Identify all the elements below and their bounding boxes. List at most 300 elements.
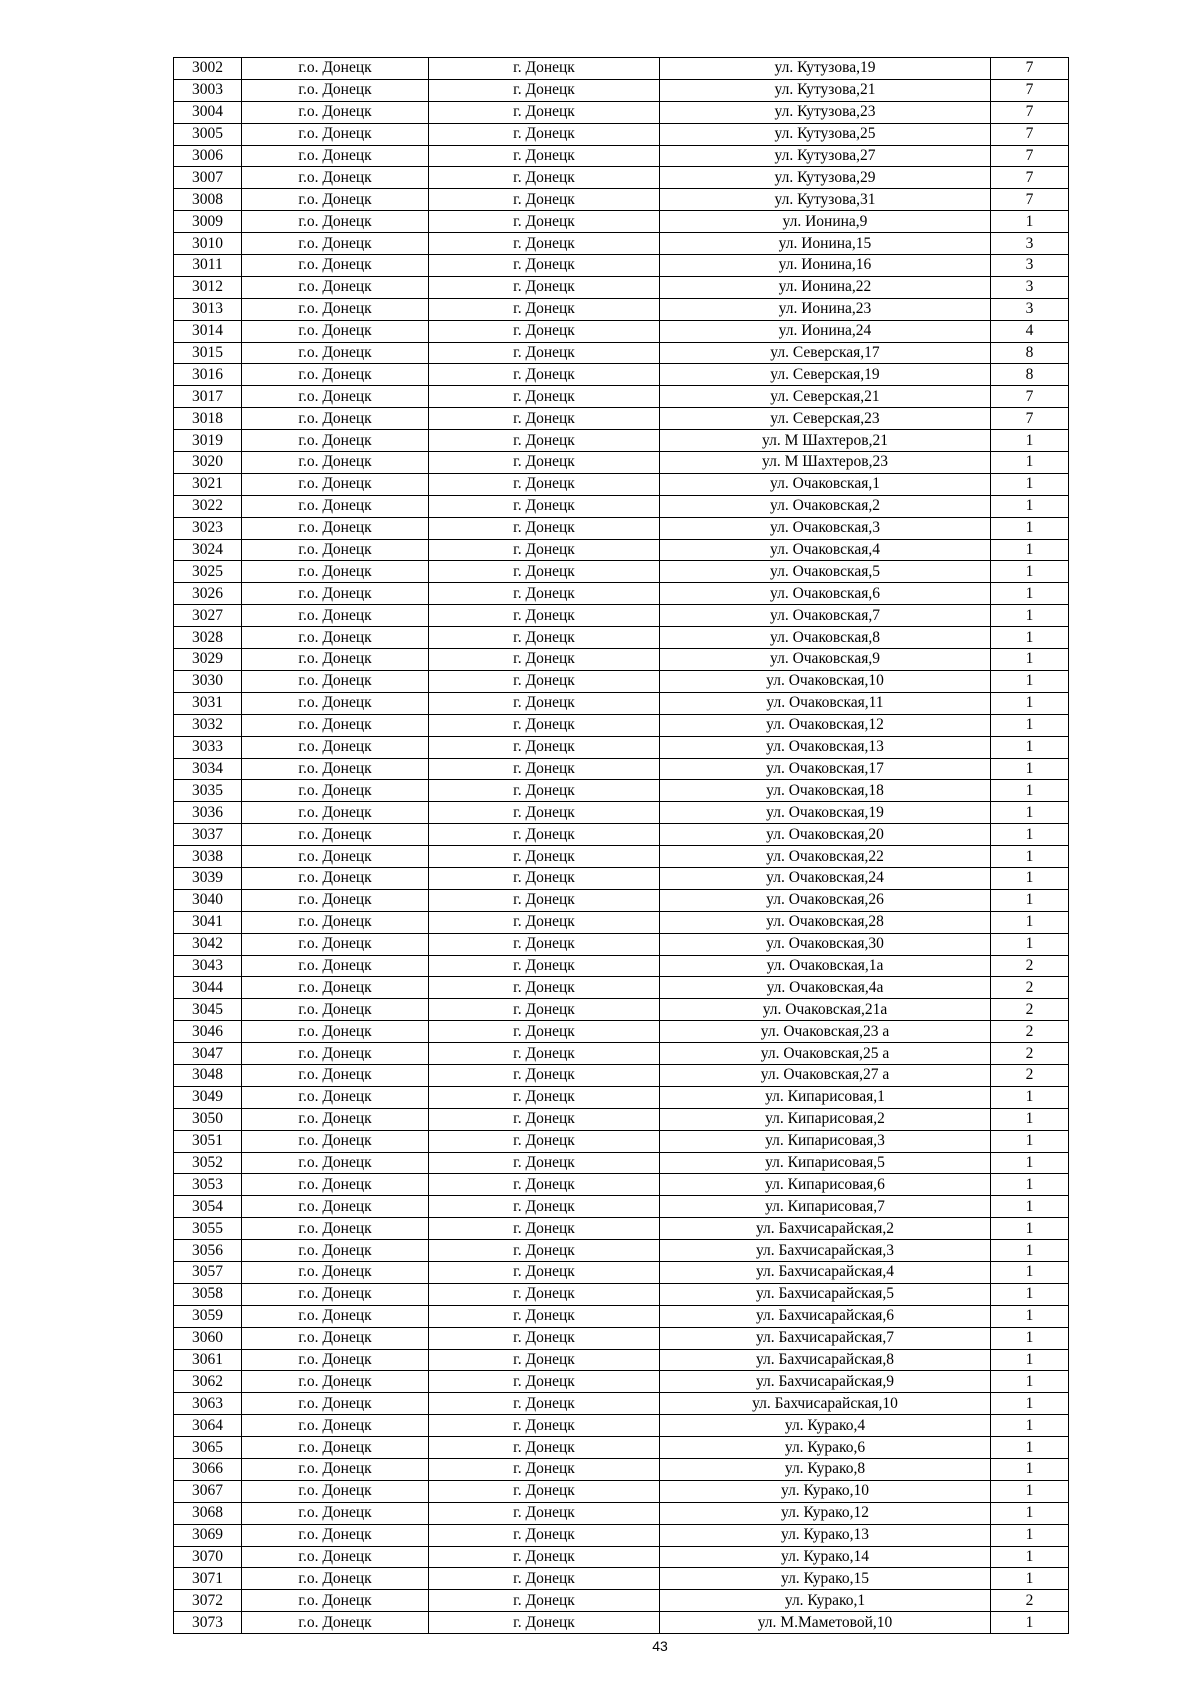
count-cell: 1: [991, 583, 1069, 605]
table-row: [174, 408, 1069, 430]
city-cell: г. Донецк: [429, 933, 660, 955]
row-number-cell: 3003: [174, 79, 242, 101]
table-row: [174, 452, 1069, 474]
city-cell: г. Донецк: [429, 364, 660, 386]
count-cell: 1: [991, 911, 1069, 933]
district-cell: г.о. Донецк: [242, 452, 429, 474]
city-cell: г. Донецк: [429, 1086, 660, 1108]
count-cell: 1: [991, 1393, 1069, 1415]
count-cell: 7: [991, 145, 1069, 167]
city-cell: г. Донецк: [429, 430, 660, 452]
street-address-cell: ул. Ионина,23: [660, 298, 991, 320]
count-cell: 1: [991, 605, 1069, 627]
street-address-cell: ул. Очаковская,6: [660, 583, 991, 605]
district-cell: г.о. Донецк: [242, 167, 429, 189]
district-cell: г.о. Донецк: [242, 561, 429, 583]
table-row: [174, 233, 1069, 255]
street-address-cell: ул. Северская,21: [660, 386, 991, 408]
city-cell: г. Донецк: [429, 1043, 660, 1065]
city-cell: г. Донецк: [429, 999, 660, 1021]
table-row: [174, 1546, 1069, 1568]
row-number-cell: 3007: [174, 167, 242, 189]
street-address-cell: ул. Бахчисарайская,4: [660, 1261, 991, 1283]
street-address-cell: ул. Очаковская,8: [660, 627, 991, 649]
street-address-cell: ул. Очаковская,4а: [660, 977, 991, 999]
district-cell: г.о. Донецк: [242, 977, 429, 999]
row-number-cell: 3011: [174, 255, 242, 277]
street-address-cell: ул. Очаковская,20: [660, 824, 991, 846]
table-row: [174, 123, 1069, 145]
row-number-cell: 3026: [174, 583, 242, 605]
district-cell: г.о. Донецк: [242, 999, 429, 1021]
city-cell: г. Донецк: [429, 583, 660, 605]
district-cell: г.о. Донецк: [242, 736, 429, 758]
row-number-cell: 3042: [174, 933, 242, 955]
row-number-cell: 3047: [174, 1043, 242, 1065]
city-cell: г. Донецк: [429, 1524, 660, 1546]
count-cell: 1: [991, 649, 1069, 671]
city-cell: г. Донецк: [429, 1240, 660, 1262]
row-number-cell: 3068: [174, 1502, 242, 1524]
table-row: [174, 627, 1069, 649]
table-row: [174, 911, 1069, 933]
row-number-cell: 3032: [174, 714, 242, 736]
district-cell: г.о. Донецк: [242, 670, 429, 692]
street-address-cell: ул. Ионина,24: [660, 320, 991, 342]
city-cell: г. Донецк: [429, 1590, 660, 1612]
row-number-cell: 3009: [174, 211, 242, 233]
row-number-cell: 3051: [174, 1130, 242, 1152]
street-address-cell: ул. Очаковская,5: [660, 561, 991, 583]
count-cell: 1: [991, 1283, 1069, 1305]
row-number-cell: 3044: [174, 977, 242, 999]
row-number-cell: 3008: [174, 189, 242, 211]
district-cell: г.о. Донецк: [242, 473, 429, 495]
table-row: [174, 583, 1069, 605]
table-row: [174, 58, 1069, 80]
city-cell: г. Донецк: [429, 824, 660, 846]
count-cell: 1: [991, 452, 1069, 474]
count-cell: 2: [991, 999, 1069, 1021]
city-cell: г. Донецк: [429, 670, 660, 692]
district-cell: г.о. Донецк: [242, 649, 429, 671]
table-row: [174, 1415, 1069, 1437]
table-row: [174, 1240, 1069, 1262]
street-address-cell: ул. Очаковская,24: [660, 867, 991, 889]
count-cell: 1: [991, 846, 1069, 868]
street-address-cell: ул. Очаковская,25 а: [660, 1043, 991, 1065]
district-cell: г.о. Донецк: [242, 911, 429, 933]
row-number-cell: 3012: [174, 276, 242, 298]
street-address-cell: ул. М Шахтеров,21: [660, 430, 991, 452]
table-row: [174, 999, 1069, 1021]
row-number-cell: 3039: [174, 867, 242, 889]
district-cell: г.о. Донецк: [242, 386, 429, 408]
street-address-cell: ул. Очаковская,22: [660, 846, 991, 868]
table-row: [174, 933, 1069, 955]
district-cell: г.о. Донецк: [242, 298, 429, 320]
table-row: [174, 1371, 1069, 1393]
table-row: [174, 1218, 1069, 1240]
table-row: [174, 692, 1069, 714]
table-row: [174, 1590, 1069, 1612]
count-cell: 1: [991, 1524, 1069, 1546]
district-cell: г.о. Донецк: [242, 1130, 429, 1152]
district-cell: г.о. Донецк: [242, 123, 429, 145]
count-cell: 7: [991, 167, 1069, 189]
city-cell: г. Донецк: [429, 1371, 660, 1393]
row-number-cell: 3064: [174, 1415, 242, 1437]
district-cell: г.о. Донецк: [242, 145, 429, 167]
city-cell: г. Донецк: [429, 1612, 660, 1634]
street-address-cell: ул. Ионина,15: [660, 233, 991, 255]
table-row: [174, 561, 1069, 583]
district-cell: г.о. Донецк: [242, 1546, 429, 1568]
street-address-cell: ул. Бахчисарайская,2: [660, 1218, 991, 1240]
row-number-cell: 3056: [174, 1240, 242, 1262]
street-address-cell: ул. Бахчисарайская,5: [660, 1283, 991, 1305]
district-cell: г.о. Донецк: [242, 933, 429, 955]
district-cell: г.о. Донецк: [242, 824, 429, 846]
district-cell: г.о. Донецк: [242, 342, 429, 364]
street-address-cell: ул. Очаковская,23 а: [660, 1021, 991, 1043]
city-cell: г. Донецк: [429, 758, 660, 780]
city-cell: г. Донецк: [429, 189, 660, 211]
district-cell: г.о. Донецк: [242, 495, 429, 517]
city-cell: г. Донецк: [429, 255, 660, 277]
table-row: [174, 977, 1069, 999]
district-cell: г.о. Донецк: [242, 1196, 429, 1218]
count-cell: 1: [991, 1546, 1069, 1568]
district-cell: г.о. Донецк: [242, 364, 429, 386]
row-number-cell: 3021: [174, 473, 242, 495]
row-number-cell: 3072: [174, 1590, 242, 1612]
row-number-cell: 3015: [174, 342, 242, 364]
district-cell: г.о. Донецк: [242, 1437, 429, 1459]
street-address-cell: ул. Кипарисовая,1: [660, 1086, 991, 1108]
count-cell: 3: [991, 298, 1069, 320]
street-address-cell: ул. Бахчисарайская,10: [660, 1393, 991, 1415]
table-row: [174, 1349, 1069, 1371]
count-cell: 1: [991, 1437, 1069, 1459]
count-cell: 7: [991, 58, 1069, 80]
row-number-cell: 3049: [174, 1086, 242, 1108]
count-cell: 1: [991, 692, 1069, 714]
street-address-cell: ул. Ионина,22: [660, 276, 991, 298]
table-row: [174, 605, 1069, 627]
street-address-cell: ул. Кутузова,21: [660, 79, 991, 101]
table-row: [174, 189, 1069, 211]
city-cell: г. Донецк: [429, 1393, 660, 1415]
district-cell: г.о. Донецк: [242, 189, 429, 211]
table-row: [174, 101, 1069, 123]
row-number-cell: 3048: [174, 1064, 242, 1086]
table-row: [174, 473, 1069, 495]
count-cell: 8: [991, 364, 1069, 386]
city-cell: г. Донецк: [429, 1021, 660, 1043]
count-cell: 1: [991, 736, 1069, 758]
row-number-cell: 3014: [174, 320, 242, 342]
city-cell: г. Донецк: [429, 1261, 660, 1283]
row-number-cell: 3061: [174, 1349, 242, 1371]
table-row: [174, 79, 1069, 101]
street-address-cell: ул. Очаковская,28: [660, 911, 991, 933]
count-cell: 1: [991, 473, 1069, 495]
street-address-cell: ул. Курако,8: [660, 1459, 991, 1481]
row-number-cell: 3019: [174, 430, 242, 452]
count-cell: 2: [991, 1021, 1069, 1043]
row-number-cell: 3024: [174, 539, 242, 561]
count-cell: 2: [991, 1590, 1069, 1612]
city-cell: г. Донецк: [429, 1349, 660, 1371]
table-row: [174, 649, 1069, 671]
city-cell: г. Донецк: [429, 1196, 660, 1218]
count-cell: 1: [991, 495, 1069, 517]
city-cell: г. Донецк: [429, 780, 660, 802]
row-number-cell: 3057: [174, 1261, 242, 1283]
table-row: [174, 1480, 1069, 1502]
street-address-cell: ул. Очаковская,7: [660, 605, 991, 627]
table-row: [174, 430, 1069, 452]
row-number-cell: 3013: [174, 298, 242, 320]
row-number-cell: 3063: [174, 1393, 242, 1415]
row-number-cell: 3004: [174, 101, 242, 123]
count-cell: 1: [991, 889, 1069, 911]
district-cell: г.о. Донецк: [242, 1043, 429, 1065]
row-number-cell: 3018: [174, 408, 242, 430]
table-row: [174, 1152, 1069, 1174]
table-row: [174, 1043, 1069, 1065]
street-address-cell: ул. Кутузова,19: [660, 58, 991, 80]
city-cell: г. Донецк: [429, 1437, 660, 1459]
city-cell: г. Донецк: [429, 802, 660, 824]
count-cell: 7: [991, 123, 1069, 145]
city-cell: г. Донецк: [429, 473, 660, 495]
district-cell: г.о. Донецк: [242, 1240, 429, 1262]
city-cell: г. Донецк: [429, 1108, 660, 1130]
count-cell: 1: [991, 824, 1069, 846]
table-row: [174, 1196, 1069, 1218]
table-row: [174, 780, 1069, 802]
street-address-cell: ул. Бахчисарайская,7: [660, 1327, 991, 1349]
table-row: [174, 386, 1069, 408]
row-number-cell: 3037: [174, 824, 242, 846]
count-cell: 1: [991, 780, 1069, 802]
district-cell: г.о. Донецк: [242, 955, 429, 977]
district-cell: г.о. Донецк: [242, 714, 429, 736]
street-address-cell: ул. М Шахтеров,23: [660, 452, 991, 474]
row-number-cell: 3027: [174, 605, 242, 627]
street-address-cell: ул. Кутузова,27: [660, 145, 991, 167]
city-cell: г. Донецк: [429, 58, 660, 80]
table-row: [174, 1130, 1069, 1152]
street-address-cell: ул. Северская,23: [660, 408, 991, 430]
district-cell: г.о. Донецк: [242, 1349, 429, 1371]
city-cell: г. Донецк: [429, 123, 660, 145]
table-row: [174, 846, 1069, 868]
district-cell: г.о. Донецк: [242, 233, 429, 255]
district-cell: г.о. Донецк: [242, 1612, 429, 1634]
district-cell: г.о. Донецк: [242, 889, 429, 911]
row-number-cell: 3036: [174, 802, 242, 824]
row-number-cell: 3060: [174, 1327, 242, 1349]
street-address-cell: ул. Кипарисовая,6: [660, 1174, 991, 1196]
table-row: [174, 320, 1069, 342]
street-address-cell: ул. Курако,1: [660, 1590, 991, 1612]
city-cell: г. Донецк: [429, 692, 660, 714]
city-cell: г. Донецк: [429, 1305, 660, 1327]
count-cell: 1: [991, 1261, 1069, 1283]
table-row: [174, 802, 1069, 824]
table-row: [174, 889, 1069, 911]
street-address-cell: ул. Очаковская,4: [660, 539, 991, 561]
street-address-cell: ул. Очаковская,12: [660, 714, 991, 736]
table-row: [174, 276, 1069, 298]
table-row: [174, 1064, 1069, 1086]
city-cell: г. Донецк: [429, 145, 660, 167]
city-cell: г. Донецк: [429, 1546, 660, 1568]
city-cell: г. Донецк: [429, 167, 660, 189]
table-row: [174, 824, 1069, 846]
table-row: [174, 1021, 1069, 1043]
city-cell: г. Донецк: [429, 605, 660, 627]
count-cell: 2: [991, 1064, 1069, 1086]
count-cell: 3: [991, 255, 1069, 277]
city-cell: г. Донецк: [429, 977, 660, 999]
district-cell: г.о. Донецк: [242, 539, 429, 561]
row-number-cell: 3053: [174, 1174, 242, 1196]
district-cell: г.о. Донецк: [242, 867, 429, 889]
street-address-cell: ул. Курако,14: [660, 1546, 991, 1568]
street-address-cell: ул. Курако,13: [660, 1524, 991, 1546]
district-cell: г.о. Донецк: [242, 255, 429, 277]
district-cell: г.о. Донецк: [242, 1021, 429, 1043]
table-row: [174, 1437, 1069, 1459]
table-row: [174, 1612, 1069, 1634]
row-number-cell: 3034: [174, 758, 242, 780]
count-cell: 1: [991, 1568, 1069, 1590]
street-address-cell: ул. Ионина,9: [660, 211, 991, 233]
city-cell: г. Донецк: [429, 1502, 660, 1524]
street-address-cell: ул. Очаковская,21а: [660, 999, 991, 1021]
row-number-cell: 3016: [174, 364, 242, 386]
city-cell: г. Донецк: [429, 539, 660, 561]
city-cell: г. Донецк: [429, 276, 660, 298]
city-cell: г. Донецк: [429, 955, 660, 977]
street-address-cell: ул. Кутузова,31: [660, 189, 991, 211]
count-cell: 1: [991, 539, 1069, 561]
street-address-cell: ул. Очаковская,19: [660, 802, 991, 824]
table-row: [174, 255, 1069, 277]
city-cell: г. Донецк: [429, 649, 660, 671]
street-address-cell: ул. Очаковская,27 а: [660, 1064, 991, 1086]
city-cell: г. Донецк: [429, 101, 660, 123]
table-row: [174, 1459, 1069, 1481]
district-cell: г.о. Донецк: [242, 758, 429, 780]
table-row: [174, 955, 1069, 977]
table-row: [174, 736, 1069, 758]
city-cell: г. Донецк: [429, 320, 660, 342]
district-cell: г.о. Донецк: [242, 101, 429, 123]
row-number-cell: 3058: [174, 1283, 242, 1305]
street-address-cell: ул. Очаковская,17: [660, 758, 991, 780]
count-cell: 1: [991, 1240, 1069, 1262]
street-address-cell: ул. Очаковская,10: [660, 670, 991, 692]
district-cell: г.о. Донецк: [242, 1261, 429, 1283]
table-row: [174, 670, 1069, 692]
table-row: [174, 167, 1069, 189]
city-cell: г. Донецк: [429, 1327, 660, 1349]
row-number-cell: 3065: [174, 1437, 242, 1459]
district-cell: г.о. Донецк: [242, 605, 429, 627]
district-cell: г.о. Донецк: [242, 583, 429, 605]
row-number-cell: 3010: [174, 233, 242, 255]
row-number-cell: 3017: [174, 386, 242, 408]
street-address-cell: ул. Очаковская,3: [660, 517, 991, 539]
row-number-cell: 3067: [174, 1480, 242, 1502]
district-cell: г.о. Донецк: [242, 408, 429, 430]
district-cell: г.о. Донецк: [242, 1371, 429, 1393]
row-number-cell: 3055: [174, 1218, 242, 1240]
city-cell: г. Донецк: [429, 1459, 660, 1481]
district-cell: г.о. Донецк: [242, 430, 429, 452]
count-cell: 1: [991, 1480, 1069, 1502]
district-cell: г.о. Донецк: [242, 692, 429, 714]
address-table: [173, 57, 1069, 1634]
street-address-cell: ул. Кипарисовая,5: [660, 1152, 991, 1174]
city-cell: г. Донецк: [429, 79, 660, 101]
city-cell: г. Донецк: [429, 1480, 660, 1502]
district-cell: г.о. Донецк: [242, 1524, 429, 1546]
count-cell: 1: [991, 1086, 1069, 1108]
row-number-cell: 3023: [174, 517, 242, 539]
table-row: [174, 758, 1069, 780]
row-number-cell: 3071: [174, 1568, 242, 1590]
count-cell: 1: [991, 517, 1069, 539]
row-number-cell: 3052: [174, 1152, 242, 1174]
district-cell: г.о. Донецк: [242, 1152, 429, 1174]
street-address-cell: ул. Бахчисарайская,8: [660, 1349, 991, 1371]
city-cell: г. Донецк: [429, 517, 660, 539]
city-cell: г. Донецк: [429, 627, 660, 649]
row-number-cell: 3038: [174, 846, 242, 868]
street-address-cell: ул. Северская,19: [660, 364, 991, 386]
count-cell: 1: [991, 561, 1069, 583]
row-number-cell: 3046: [174, 1021, 242, 1043]
street-address-cell: ул. Очаковская,2: [660, 495, 991, 517]
street-address-cell: ул. Курако,10: [660, 1480, 991, 1502]
count-cell: 1: [991, 1459, 1069, 1481]
table-row: [174, 1174, 1069, 1196]
count-cell: 1: [991, 758, 1069, 780]
city-cell: г. Донецк: [429, 298, 660, 320]
district-cell: г.о. Донецк: [242, 517, 429, 539]
district-cell: г.о. Донецк: [242, 1064, 429, 1086]
count-cell: 1: [991, 933, 1069, 955]
table-row: [174, 1261, 1069, 1283]
row-number-cell: 3069: [174, 1524, 242, 1546]
row-number-cell: 3050: [174, 1108, 242, 1130]
street-address-cell: ул. Кипарисовая,7: [660, 1196, 991, 1218]
address-table-body: [174, 58, 1069, 1634]
count-cell: 8: [991, 342, 1069, 364]
count-cell: 7: [991, 189, 1069, 211]
table-row: [174, 714, 1069, 736]
table-row: [174, 517, 1069, 539]
street-address-cell: ул. Бахчисарайская,3: [660, 1240, 991, 1262]
table-row: [174, 1305, 1069, 1327]
row-number-cell: 3070: [174, 1546, 242, 1568]
